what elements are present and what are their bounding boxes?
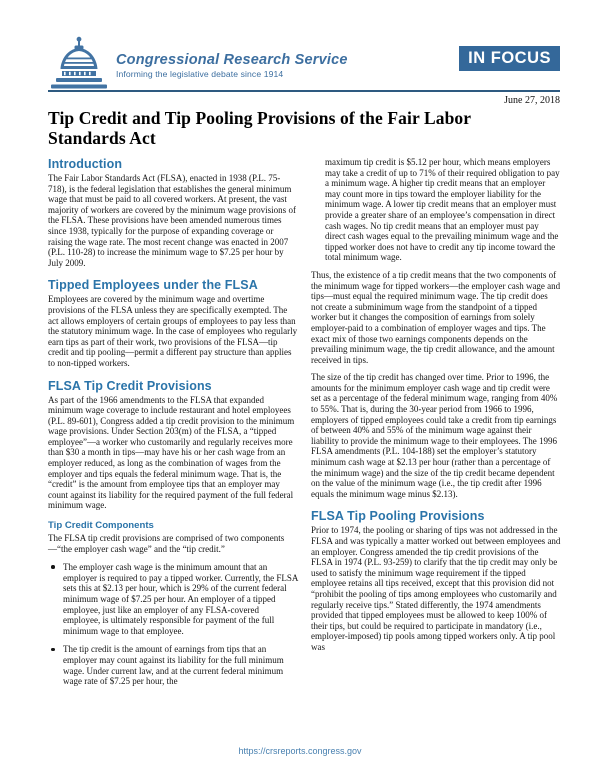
body-columns <box>48 157 560 687</box>
paragraph-introduction: The Fair Labor Standards Act (FLSA), enacted in 1938 (P.L. 75-718), is the federal legislation that establishes the general minimum wage that must be paid to all covered workers. At present, the vast majority of workers are covered by the minimum wage provisions of the FLSA. These provisions have been amended numerous times since 1938, typically for the purpose of expanding coverage or raising the wage rate. The most recent change was enacted in 2007 (P.L. 110-28) to increase the minimum wage to $7.25 per hour by July 2009. <box>48 173 296 268</box>
document-title: Tip Credit and Tip Pooling Provisions of the Fair Labor Standards Act <box>48 108 471 148</box>
right-column <box>311 157 561 687</box>
heading-tip-credit-components: Tip Credit Components <box>48 520 154 532</box>
document-footer <box>0 741 600 759</box>
bullet-icon <box>51 648 55 652</box>
left-column <box>48 157 298 687</box>
paragraph-bullet-continuation: maximum tip credit is $5.12 per hour, which means employers may take a credit of up to 71% of their required obligation to pay a minimum wage. A higher tip credit means that an employer may count more in tips toward the employer liability for the minimum wage. A lower tip credit means that an employer must provide a greater share of an employee’s compensation in direct cash wages. No tip credit means that an employer must pay direct cash wages equal to the prevailing minimum wage and the tipped worker does not have to credit any tip income toward the total minimum wage. <box>325 157 560 263</box>
paragraph-tip-credit-history: The size of the tip credit has changed over time. Prior to 1996, the amounts for the minimum employer cash wage and tip credit were set as a percentage of the federal minimum wage, ranging from 40% to 55%. That is, during the 30-year period from 1966 to 1996, employers of tipped employees could take a credit from tip earnings of between 40% and 55% of the minimum wage against their liability to provide the minimum wage to their employees. The 1996 FLSA amendments (P.L. 104-188) set the employer’s statutory minimum cash wage at $2.13 per hour (rather than a percentage of the minimum wage) and the size of the tip credit became dependent on the value of the minimum wage (i.e., the tip credit after 1996 equals the minimum wage minus $2.13). <box>311 372 558 499</box>
heading-tip-pooling-provisions: FLSA Tip Pooling Provisions <box>311 509 485 524</box>
paragraph-tip-credit-components: The FLSA tip credit provisions are comprised of two components—“the employer cash wage” and the “tip credit.” <box>48 533 285 554</box>
paragraph-tip-pooling-provisions: Prior to 1974, the pooling or sharing of tips was not addressed in the FLSA and was typically a matter worked out between employees and an employer. Congress amended the tip credit provisions of the FLSA in 1974 (P.L. 93-259) to clarify that the tip credit may only be used to satisfy the minimum wage requirement if the tipped employee retains all tips received, except that this provision did not “prohibit the pooling of tips among employees who customarily and regularly receive tips.” Stated differently, the 1974 amendments provided that tipped employees must be allowed to keep 100% of their tips, but could be required to participate in mandatory (i.e., employer-imposed) tip pools among tipped workers only. A tip pool was <box>311 525 561 652</box>
list-item-text: The employer cash wage is the minimum amount that an employer is required to pay a tipped worker. Currently, the FLSA sets this at $2.13 per hour, which is 29% of the current federal minimum wage of $7.25 per hour. An employer of a tipped employee, just like an employer of any FLSA-covered employee, is ultimately responsible for payment of the full minimum wage to that employee. <box>63 562 298 636</box>
bullet-icon <box>51 565 55 569</box>
document-header <box>48 36 560 92</box>
crs-capitol-logo-icon <box>48 36 110 90</box>
paragraph-tip-credit-meaning: Thus, the existence of a tip credit means that the two components of the minimum wage for tipped workers—the employer cash wage and tips—must equal the required minimum wage. The tip credit does not create a subminimum wage from the standpoint of a tipped worker but it changes the composition of earnings from solely employer-paid to a combination of employer wages and tips. The exact mix of those two earnings components depends on the prevailing minimum wage, the tip credit allowance, and the amount received in tips. <box>311 269 561 365</box>
org-tagline: Informing the legislative debate since 1914 <box>116 69 284 79</box>
org-name: Congressional Research Service <box>116 52 348 68</box>
crs-wordmark <box>116 53 348 79</box>
list-item-tip-credit <box>48 644 298 686</box>
publication-date: June 27, 2018 <box>504 95 560 106</box>
paragraph-tip-credit-provisions: As part of the 1966 amendments to the FLSA that expanded minimum wage coverage to include restaurant and hotel employees (P.L. 89-601), Congress added a tip credit provision to the minimum wage provisions. Under Section 203(m) of the FLSA, a “tipped employee”—a worker who customarily and regularly receives more than $30 a month in tips—may have his or her cash wage from an employer reduced, as long as the combination of wages from the employer and tips equals the federal minimum wage. That is, the “credit” is the amount from employee tips that an employer may count against its liability for the required payment of the full federal minimum wage. <box>48 394 295 511</box>
heading-introduction: Introduction <box>48 157 123 171</box>
tip-credit-components-list <box>48 562 298 687</box>
heading-tip-credit-provisions: FLSA Tip Credit Provisions <box>48 378 212 393</box>
list-item-employer-cash-wage <box>48 562 298 636</box>
footer-url-link[interactable]: https://crsreports.congress.gov <box>238 746 362 756</box>
heading-tipped-employees: Tipped Employees under the FLSA <box>48 278 258 293</box>
paragraph-tipped-employees: Employees are covered by the minimum wage and overtime provisions of the FLSA unless they are specifically exempted. The act allows employers of certain groups of employees to pay less than the statutory minimum wage. In the case of employees who regularly earn tips as part of their work, two provisions of the FLSA—tip credit and tip pooling—permit a different pay structure than applies to non-tipped workers. <box>48 294 298 368</box>
in-focus-badge: IN FOCUS <box>459 46 560 71</box>
list-item-text: The tip credit is the amount of earnings from tips that an employer may count against its liability for the full minimum wage. Under current law, and at the current federal minimum wage rate of $7.25 per hour, the <box>63 644 284 687</box>
